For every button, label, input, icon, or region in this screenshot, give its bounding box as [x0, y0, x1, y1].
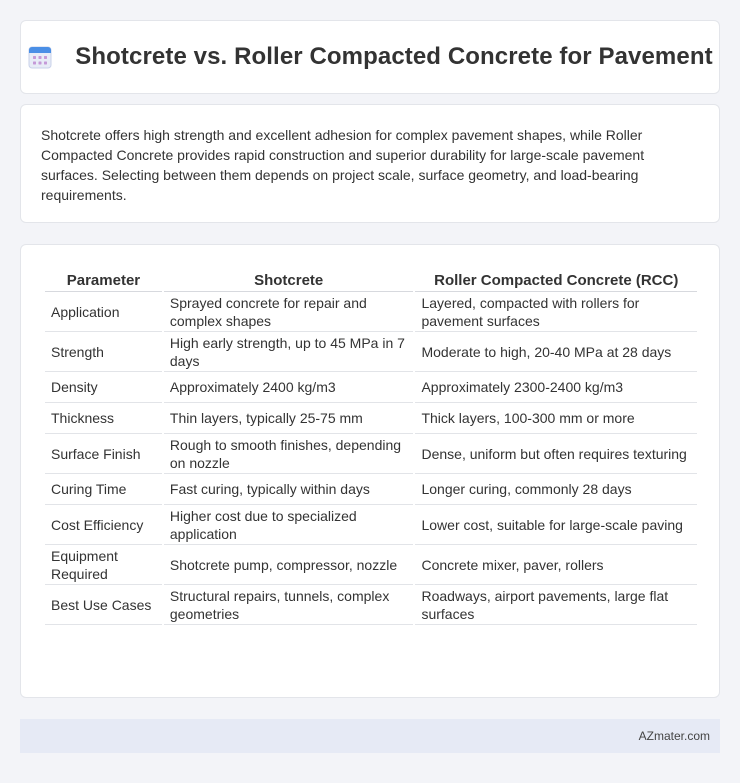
- row-parameter: Strength: [45, 332, 162, 372]
- row-rcc-value: Moderate to high, 20-40 MPa at 28 days: [415, 332, 697, 372]
- row-parameter: Density: [45, 372, 162, 403]
- row-shotcrete-value: Fast curing, typically within days: [164, 474, 414, 505]
- footer-brand: AZmater.com: [638, 729, 710, 743]
- row-rcc-value: Thick layers, 100-300 mm or more: [415, 403, 697, 434]
- row-rcc-value: Lower cost, suitable for large-scale paving: [415, 505, 697, 545]
- comparison-table-card: [20, 244, 720, 698]
- table-row: [45, 434, 697, 474]
- table-row: [45, 545, 697, 585]
- table-header-row: [45, 265, 697, 292]
- table-row: [45, 372, 697, 403]
- page-title: Shotcrete vs. Roller Compacted Concrete for Pavement: [75, 43, 713, 70]
- table-row: [45, 505, 697, 545]
- row-rcc-value: Concrete mixer, paver, rollers: [415, 545, 697, 585]
- row-shotcrete-value: Shotcrete pump, compressor, nozzle: [164, 545, 414, 585]
- comparison-table: [43, 265, 699, 625]
- header-shotcrete: Shotcrete: [164, 265, 414, 292]
- table-row: [45, 474, 697, 505]
- row-shotcrete-value: High early strength, up to 45 MPa in 7 days: [164, 332, 414, 372]
- row-shotcrete-value: Approximately 2400 kg/m3: [164, 372, 414, 403]
- header-parameter: Parameter: [45, 265, 162, 292]
- row-parameter: Equipment Required: [45, 545, 162, 585]
- row-shotcrete-value: Thin layers, typically 25-75 mm: [164, 403, 414, 434]
- row-parameter: Cost Efficiency: [45, 505, 162, 545]
- row-shotcrete-value: Structural repairs, tunnels, complex geometries: [164, 585, 414, 625]
- row-parameter: Surface Finish: [45, 434, 162, 474]
- row-shotcrete-value: Sprayed concrete for repair and complex shapes: [164, 292, 414, 332]
- row-rcc-value: Approximately 2300-2400 kg/m3: [415, 372, 697, 403]
- table-row: [45, 332, 697, 372]
- row-rcc-value: Layered, compacted with rollers for pavement surfaces: [415, 292, 697, 332]
- row-rcc-value: Dense, uniform but often requires texturing: [415, 434, 697, 474]
- row-parameter: Thickness: [45, 403, 162, 434]
- row-parameter: Curing Time: [45, 474, 162, 505]
- row-rcc-value: Longer curing, commonly 28 days: [415, 474, 697, 505]
- summary-text: Shotcrete offers high strength and excellent adhesion for complex pavement shapes, while Roller Compacted Concrete provides rapid construction and superior durability for large-scale pavement surfaces. Selecting between them depends on project scale, surface geometry, and load-bearing requirements.: [41, 127, 645, 203]
- table-row: [45, 585, 697, 625]
- row-parameter: Best Use Cases: [45, 585, 162, 625]
- row-shotcrete-value: Higher cost due to specialized application: [164, 505, 414, 545]
- summary-card: [20, 104, 720, 223]
- header-rcc: Roller Compacted Concrete (RCC): [415, 265, 697, 292]
- row-rcc-value: Roadways, airport pavements, large flat surfaces: [415, 585, 697, 625]
- row-parameter: Application: [45, 292, 162, 332]
- footer: [20, 719, 720, 753]
- title-card: [20, 20, 720, 94]
- table-row: [45, 292, 697, 332]
- calendar-icon: [27, 44, 53, 70]
- row-shotcrete-value: Rough to smooth finishes, depending on nozzle: [164, 434, 414, 474]
- table-row: [45, 403, 697, 434]
